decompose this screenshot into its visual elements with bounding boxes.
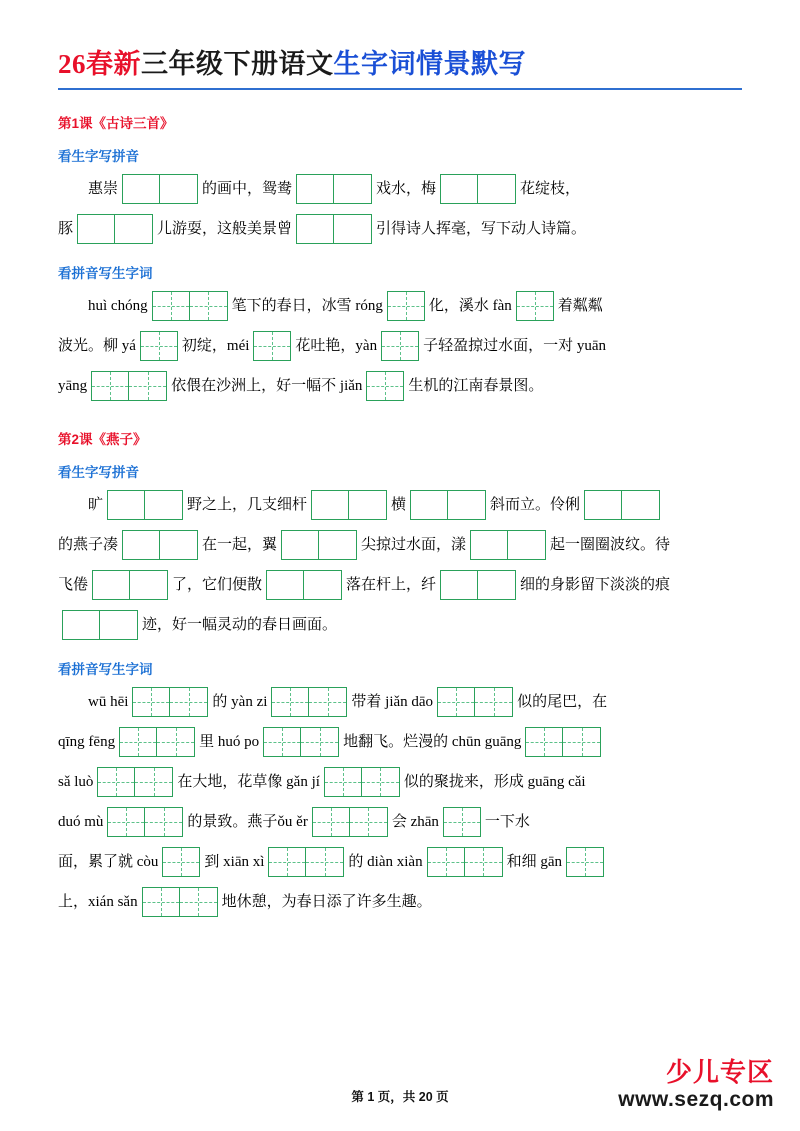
sentence-text: 豚 <box>58 220 74 237</box>
character-answer-boxes[interactable] <box>387 291 425 321</box>
exercise-line <box>58 722 742 762</box>
answer-cell[interactable] <box>170 687 208 717</box>
answer-cell[interactable] <box>140 331 178 361</box>
answer-cell[interactable] <box>180 887 218 917</box>
pinyin-answer-boxes[interactable] <box>470 530 546 560</box>
answer-cell[interactable] <box>296 214 334 244</box>
title-segment-red: 26春新 <box>58 49 141 79</box>
answer-cell[interactable] <box>448 490 486 520</box>
answer-cell[interactable] <box>296 174 334 204</box>
sentence-text: 儿游耍，这般美景曾 <box>157 220 293 237</box>
exercise-line <box>58 485 742 525</box>
sentence-text: 地休憩，为春日添了许多生趣。 <box>221 893 432 910</box>
answer-cell[interactable] <box>465 847 503 877</box>
answer-cell[interactable] <box>122 174 160 204</box>
sentence-text: 的 yàn zi <box>212 693 268 710</box>
exercise-body <box>58 286 742 406</box>
sentence-text: 波光。柳 yá <box>58 337 136 354</box>
exercise-line <box>58 366 742 406</box>
answer-cell[interactable] <box>362 767 400 797</box>
sentence-text: 的 diàn xiàn <box>348 853 423 870</box>
answer-cell[interactable] <box>107 807 145 837</box>
character-answer-boxes[interactable] <box>91 371 167 401</box>
pinyin-answer-boxes[interactable] <box>410 490 486 520</box>
exercise-body <box>58 485 742 645</box>
sentence-text: 戏水，梅 <box>376 180 437 197</box>
answer-cell[interactable] <box>475 687 513 717</box>
exercise-body <box>58 682 742 922</box>
answer-cell[interactable] <box>304 570 342 600</box>
title-block <box>58 0 742 90</box>
answer-cell[interactable] <box>410 490 448 520</box>
answer-cell[interactable] <box>107 490 145 520</box>
answer-cell[interactable] <box>443 807 481 837</box>
sentence-text: 野之上，几支细杆 <box>187 496 308 513</box>
character-answer-boxes[interactable] <box>381 331 419 361</box>
lesson-heading: 第1课《古诗三首》 <box>58 115 174 131</box>
character-answer-boxes[interactable] <box>525 727 601 757</box>
answer-cell[interactable] <box>478 174 516 204</box>
answer-cell[interactable] <box>190 291 228 321</box>
answer-cell[interactable] <box>387 291 425 321</box>
answer-cell[interactable] <box>334 174 372 204</box>
answer-cell[interactable] <box>427 847 465 877</box>
character-answer-boxes[interactable] <box>253 331 291 361</box>
sentence-text: 上，xián sǎn <box>58 893 138 910</box>
pinyin-answer-boxes[interactable] <box>107 490 183 520</box>
character-answer-boxes[interactable] <box>132 687 208 717</box>
sentence-text: 惠崇 <box>88 180 119 197</box>
sentence-text: 化，溪水 fàn <box>428 297 512 314</box>
answer-cell[interactable] <box>516 291 554 321</box>
sentence-text: wū hēi <box>88 693 129 710</box>
sentence-text: 地翻飞。烂漫的 chūn guāng <box>343 733 522 750</box>
answer-cell[interactable] <box>525 727 563 757</box>
character-answer-boxes[interactable] <box>516 291 554 321</box>
exercise-line <box>58 169 742 209</box>
sentence-text: 到 xiān xì <box>204 853 265 870</box>
answer-cell[interactable] <box>508 530 546 560</box>
answer-cell[interactable] <box>309 687 347 717</box>
answer-cell[interactable] <box>349 490 387 520</box>
sentence-text: 落在杆上，纤 <box>346 576 437 593</box>
answer-cell[interactable] <box>77 214 115 244</box>
sentence-text: 生机的江南春景图。 <box>408 377 544 394</box>
answer-cell[interactable] <box>306 847 344 877</box>
exercise-subheading: 看拼音写生字词 <box>58 661 153 677</box>
sentence-text: 的画中，鸳鸯 <box>202 180 293 197</box>
answer-cell[interactable] <box>437 687 475 717</box>
answer-cell[interactable] <box>145 490 183 520</box>
exercise-line <box>58 565 742 605</box>
answer-cell[interactable] <box>92 570 130 600</box>
sentence-text: yāng <box>58 377 88 394</box>
sentence-text: 里 huó po <box>199 733 260 750</box>
answer-cell[interactable] <box>312 807 350 837</box>
exercise-line <box>58 286 742 326</box>
answer-cell[interactable] <box>157 727 195 757</box>
sentence-text: 着粼粼 <box>557 297 603 314</box>
character-answer-boxes[interactable] <box>437 687 513 717</box>
sentence-text: 似的尾巴，在 <box>517 693 608 710</box>
character-answer-boxes[interactable] <box>263 727 339 757</box>
character-answer-boxes[interactable] <box>97 767 173 797</box>
answer-cell[interactable] <box>162 847 200 877</box>
answer-cell[interactable] <box>160 530 198 560</box>
character-answer-boxes[interactable] <box>366 371 404 401</box>
sentence-text: 一下水 <box>484 813 530 830</box>
pinyin-answer-boxes[interactable] <box>440 174 516 204</box>
answer-cell[interactable] <box>122 530 160 560</box>
answer-cell[interactable] <box>281 530 319 560</box>
character-answer-boxes[interactable] <box>162 847 200 877</box>
exercise-line <box>58 326 742 366</box>
answer-cell[interactable] <box>566 847 604 877</box>
answer-cell[interactable] <box>470 530 508 560</box>
pinyin-answer-boxes[interactable] <box>62 610 138 640</box>
worksheet-content <box>58 112 742 922</box>
sentence-text: 起一圈圈波纹。待 <box>550 536 671 553</box>
sentence-text: 和细 gān <box>506 853 562 870</box>
character-answer-boxes[interactable] <box>324 767 400 797</box>
answer-cell[interactable] <box>142 887 180 917</box>
answer-cell[interactable] <box>334 214 372 244</box>
answer-cell[interactable] <box>584 490 622 520</box>
answer-cell[interactable] <box>268 847 306 877</box>
answer-cell[interactable] <box>301 727 339 757</box>
character-answer-boxes[interactable] <box>312 807 388 837</box>
answer-cell[interactable] <box>266 570 304 600</box>
exercise-line <box>58 605 742 645</box>
answer-cell[interactable] <box>622 490 660 520</box>
sentence-text: qīng fēng <box>58 733 116 750</box>
pinyin-answer-boxes[interactable] <box>281 530 357 560</box>
watermark <box>618 1059 774 1111</box>
sentence-text: 花绽枝， <box>520 180 581 197</box>
pinyin-answer-boxes[interactable] <box>122 174 198 204</box>
answer-cell[interactable] <box>381 331 419 361</box>
page-footer: 第 1 页，共 20 页 <box>351 1090 449 1104</box>
exercise-line <box>58 525 742 565</box>
answer-cell[interactable] <box>253 331 291 361</box>
answer-cell[interactable] <box>145 807 183 837</box>
lesson-heading: 第2课《燕子》 <box>58 431 147 447</box>
answer-cell[interactable] <box>135 767 173 797</box>
pinyin-answer-boxes[interactable] <box>296 174 372 204</box>
character-answer-boxes[interactable] <box>140 331 178 361</box>
pinyin-answer-boxes[interactable] <box>440 570 516 600</box>
sentence-text: 尖掠过水面，漾 <box>361 536 467 553</box>
sentence-text: sǎ luò <box>58 773 94 790</box>
sentence-text: 斜而立。伶俐 <box>490 496 581 513</box>
exercise-subheading: 看拼音写生字词 <box>58 265 153 281</box>
sentence-text: 会 zhān <box>391 813 439 830</box>
sentence-text: 了，它们便散 <box>172 576 263 593</box>
exercise-line <box>58 802 742 842</box>
sentence-text: 的景致。燕子ǒu ěr <box>187 813 308 830</box>
exercise-line <box>58 842 742 882</box>
title-divider <box>58 88 742 90</box>
answer-cell[interactable] <box>132 687 170 717</box>
sentence-text: 依偎在沙洲上，好一幅不 jiǎn <box>171 377 363 394</box>
sentence-text: 的燕子凑 <box>58 536 119 553</box>
answer-cell[interactable] <box>100 610 138 640</box>
exercise-body <box>58 169 742 249</box>
answer-cell[interactable] <box>119 727 157 757</box>
watermark-brand: 少儿专区 <box>665 1058 774 1088</box>
answer-cell[interactable] <box>91 371 129 401</box>
watermark-url: www.sezq.com <box>618 1087 774 1111</box>
character-answer-boxes[interactable] <box>142 887 218 917</box>
answer-cell[interactable] <box>62 610 100 640</box>
exercise-line <box>58 209 742 249</box>
answer-cell[interactable] <box>440 174 478 204</box>
sentence-text: 面，累了就 còu <box>58 853 159 870</box>
pinyin-answer-boxes[interactable] <box>92 570 168 600</box>
character-answer-boxes[interactable] <box>566 847 604 877</box>
pinyin-answer-boxes[interactable] <box>584 490 660 520</box>
answer-cell[interactable] <box>263 727 301 757</box>
pinyin-answer-boxes[interactable] <box>77 214 153 244</box>
exercise-subheading: 看生字写拼音 <box>58 464 139 480</box>
answer-cell[interactable] <box>319 530 357 560</box>
exercise-subheading: 看生字写拼音 <box>58 148 139 164</box>
answer-cell[interactable] <box>152 291 190 321</box>
answer-cell[interactable] <box>350 807 388 837</box>
exercise-line <box>58 762 742 802</box>
sentence-text: 笔下的春日，冰雪 róng <box>231 297 383 314</box>
page-title <box>58 48 742 82</box>
character-answer-boxes[interactable] <box>271 687 347 717</box>
exercise-line <box>58 682 742 722</box>
sentence-text: huì chóng <box>88 297 148 314</box>
sentence-text: 花吐艳，yàn <box>295 337 378 354</box>
answer-cell[interactable] <box>129 371 167 401</box>
answer-cell[interactable] <box>366 371 404 401</box>
pinyin-answer-boxes[interactable] <box>311 490 387 520</box>
title-segment-dark: 三年级下册语文 <box>141 49 334 79</box>
answer-cell[interactable] <box>271 687 309 717</box>
sentence-text: 细的身影留下淡淡的痕 <box>520 576 671 593</box>
title-segment-blue: 生字词情景默写 <box>333 49 526 79</box>
answer-cell[interactable] <box>160 174 198 204</box>
sentence-text: 旷 <box>88 496 104 513</box>
character-answer-boxes[interactable] <box>427 847 503 877</box>
character-answer-boxes[interactable] <box>152 291 228 321</box>
pinyin-answer-boxes[interactable] <box>296 214 372 244</box>
sentence-text: 带着 jiǎn dāo <box>351 693 434 710</box>
sentence-text: 子轻盈掠过水面，一对 yuān <box>423 337 607 354</box>
pinyin-answer-boxes[interactable] <box>266 570 342 600</box>
exercise-line <box>58 882 742 922</box>
answer-cell[interactable] <box>97 767 135 797</box>
sentence-text: 引得诗人挥毫，写下动人诗篇。 <box>376 220 587 237</box>
answer-cell[interactable] <box>324 767 362 797</box>
sentence-text: 迹，好一幅灵动的春日画面。 <box>142 616 338 633</box>
character-answer-boxes[interactable] <box>443 807 481 837</box>
answer-cell[interactable] <box>440 570 478 600</box>
sentence-text: 在大地，花草像 gǎn jí <box>177 773 320 790</box>
answer-cell[interactable] <box>563 727 601 757</box>
character-answer-boxes[interactable] <box>107 807 183 837</box>
sentence-text: duó mù <box>58 813 104 830</box>
sentence-text: 横 <box>391 496 407 513</box>
sentence-text: 飞倦 <box>58 576 89 593</box>
answer-cell[interactable] <box>311 490 349 520</box>
sentence-text: 初绽，méi <box>181 337 250 354</box>
answer-cell[interactable] <box>115 214 153 244</box>
sentence-text: 在一起，翼 <box>202 536 278 553</box>
answer-cell[interactable] <box>478 570 516 600</box>
character-answer-boxes[interactable] <box>268 847 344 877</box>
character-answer-boxes[interactable] <box>119 727 195 757</box>
answer-cell[interactable] <box>130 570 168 600</box>
pinyin-answer-boxes[interactable] <box>122 530 198 560</box>
sentence-text: 似的聚拢来，形成 guāng cǎi <box>403 773 586 790</box>
